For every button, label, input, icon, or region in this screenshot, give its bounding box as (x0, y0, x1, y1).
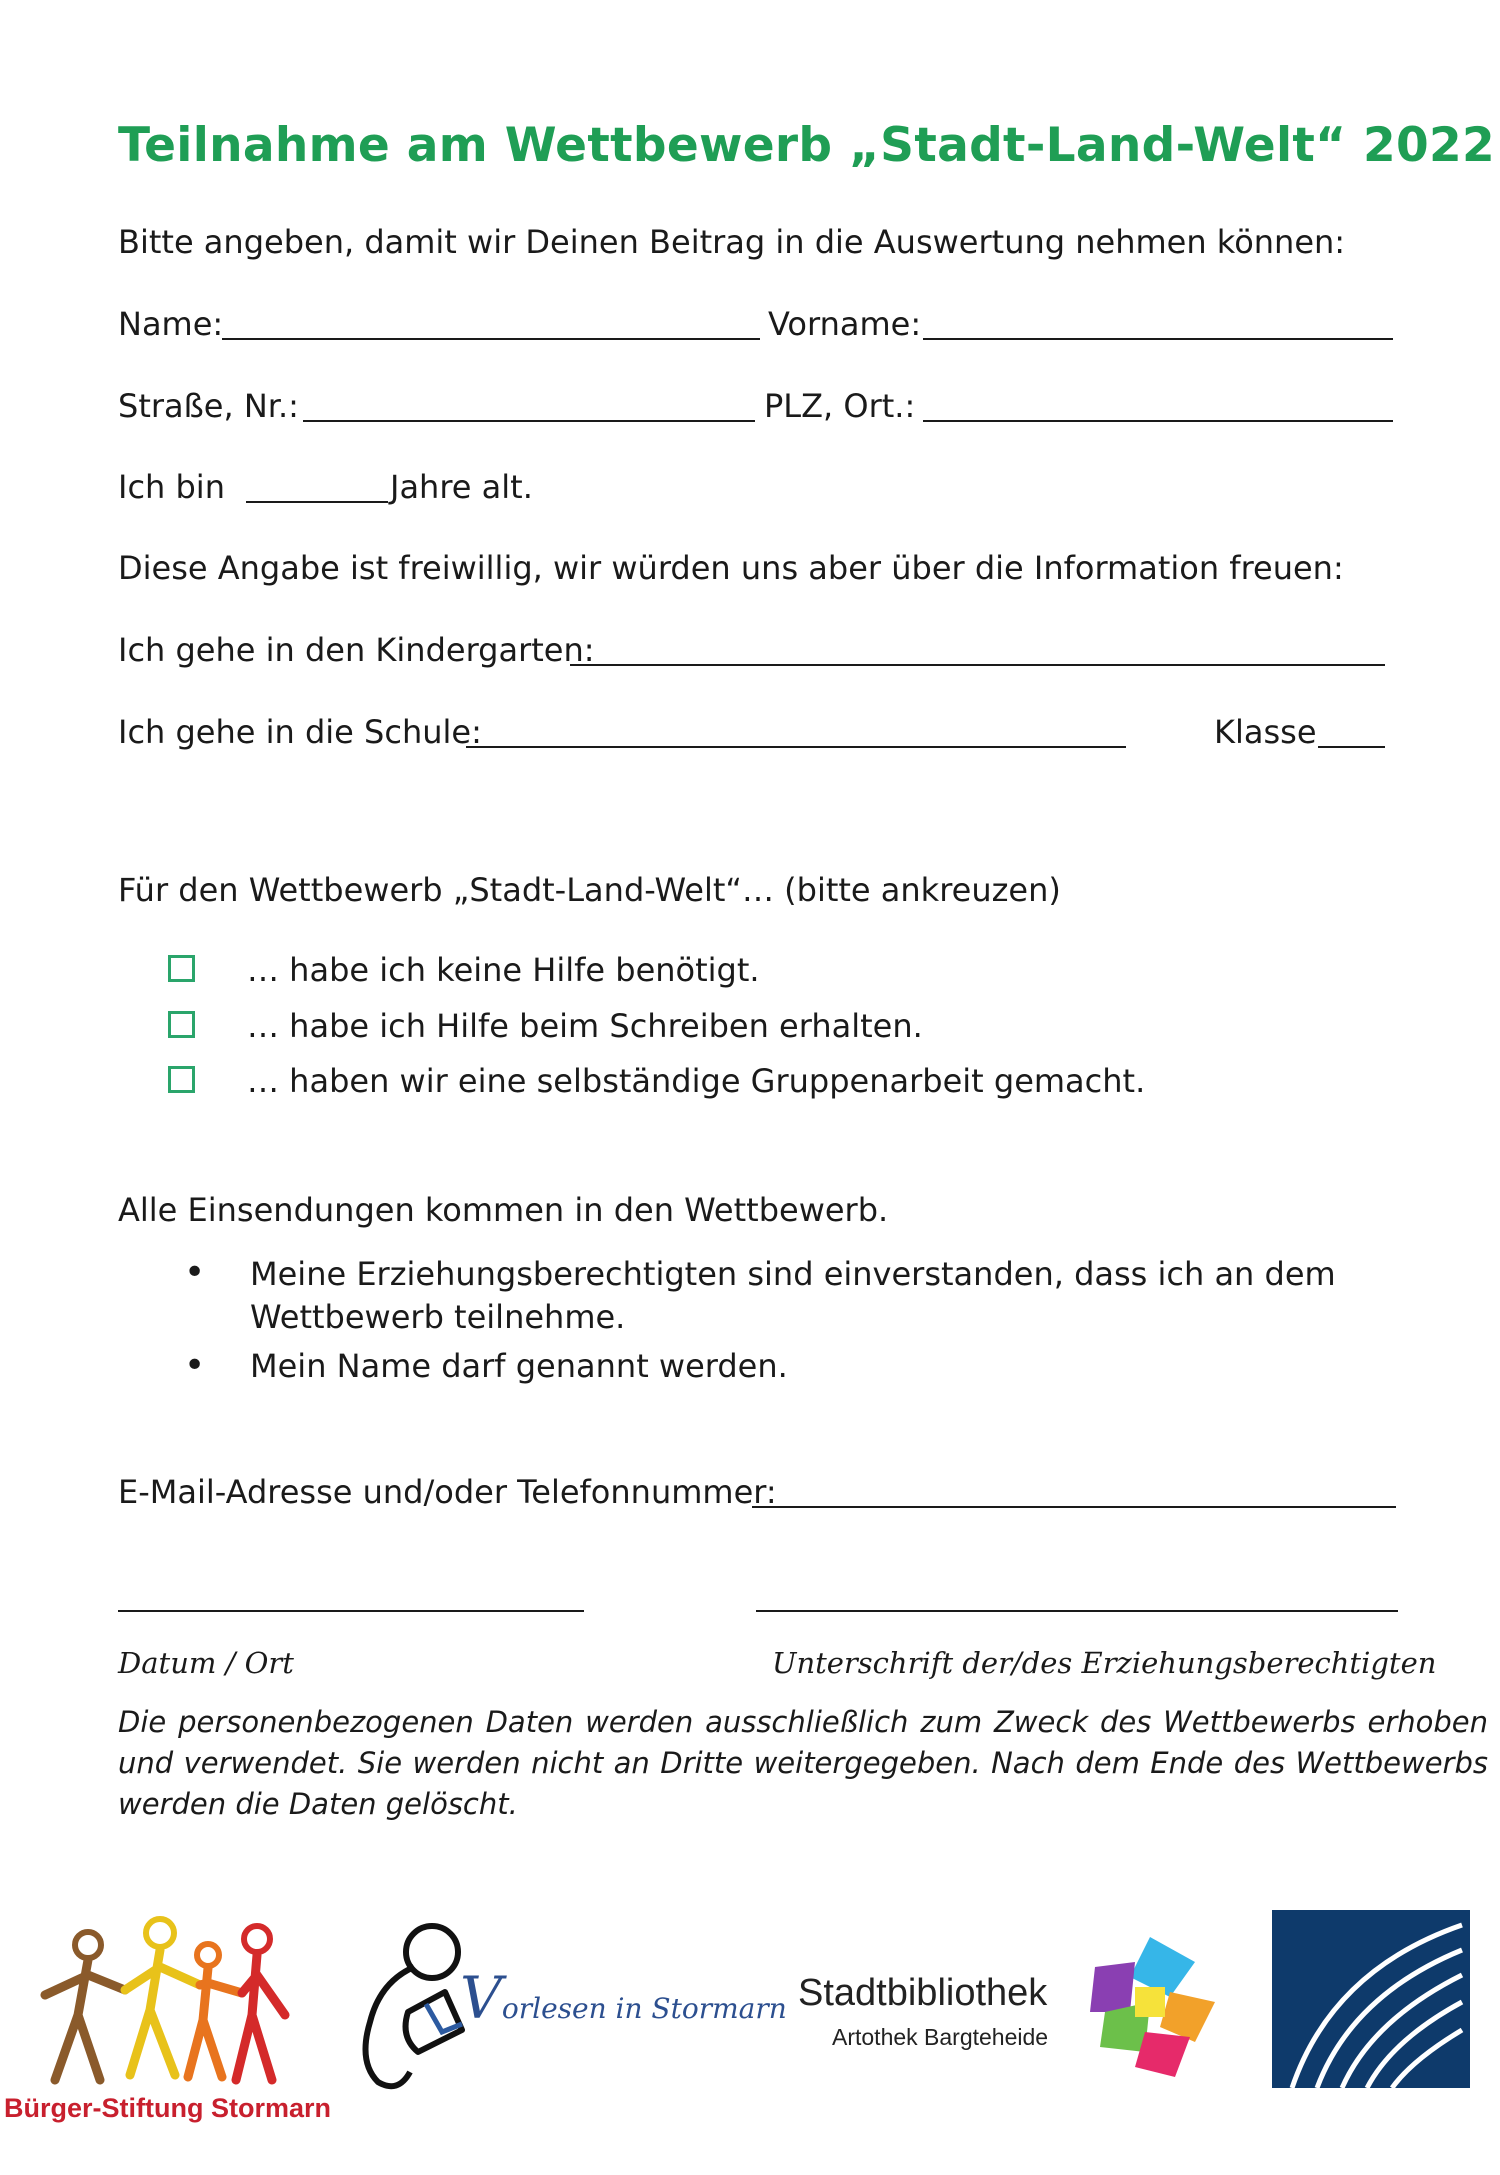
stadtbibliothek-logo (1075, 1932, 1225, 2082)
checkbox-label-writing-help: … habe ich Hilfe beim Schreiben erhalten. (247, 1007, 923, 1045)
kindergarten-field[interactable] (570, 664, 1385, 666)
consent-item-guardians: Meine Erziehungsberechtigten sind einverstanden, dass ich an dem (250, 1255, 1336, 1293)
stadtbibliothek-text: Stadtbibliothek (798, 1972, 1048, 2014)
vorlesen-logo (340, 1912, 787, 2092)
bullet-icon: • (184, 1252, 206, 1293)
contact-label: E-Mail-Adresse und/oder Telefonnummer: (118, 1473, 777, 1511)
page-title: Teilnahme am Wettbewerb „Stadt-Land-Welt“ 2022 (118, 118, 1495, 173)
bullet-icon: • (184, 1345, 206, 1386)
name-field[interactable] (222, 338, 760, 340)
date-place-label: Datum / Ort (118, 1646, 294, 1680)
klasse-label: Klasse (1214, 713, 1317, 751)
schule-label: Ich gehe in die Schule: (118, 713, 482, 751)
name-label: Name: (118, 305, 224, 343)
date-place-field[interactable] (118, 1610, 584, 1612)
consent-intro: Alle Einsendungen kommen in den Wettbewerb. (118, 1191, 889, 1229)
kindergarten-label: Ich gehe in den Kindergarten: (118, 631, 595, 669)
age-prefix: Ich bin (118, 468, 225, 506)
optional-intro: Diese Angabe ist freiwillig, wir würden uns aber über die Information freuen: (118, 549, 1344, 587)
checkbox-intro: Für den Wettbewerb „Stadt-Land-Welt“… (bitte ankreuzen) (118, 871, 1061, 909)
schule-field[interactable] (466, 746, 1126, 748)
strasse-label: Straße, Nr.: (118, 387, 299, 425)
klasse-field[interactable] (1318, 746, 1385, 748)
contact-field[interactable] (752, 1506, 1396, 1508)
vorlesen-initial: V (460, 1964, 502, 2032)
consent-item-guardians-cont: Wettbewerb teilnehme. (250, 1298, 626, 1336)
checkbox-no-help[interactable] (168, 955, 195, 982)
checkbox-group-work[interactable] (168, 1066, 195, 1093)
privacy-notice: Die personenbezogenen Daten werden ausschließlich zum Zweck des Wettbewerbs erhoben und verwendet. Sie werden nicht an Dritte weitergegeben. Nach dem Ende des Wettbewerbs werden die Daten gelöscht. (118, 1705, 1488, 1821)
colorful-squares-icon (1075, 1932, 1225, 2082)
people-figures-icon (0, 1905, 335, 2095)
buerger-stiftung-logo (0, 1905, 335, 2130)
consent-item-name: Mein Name darf genannt werden. (250, 1347, 788, 1385)
strasse-field[interactable] (303, 420, 755, 422)
plz-ort-field[interactable] (923, 420, 1393, 422)
arc-emblem-icon (1272, 1910, 1470, 2088)
plz-label: PLZ, Ort.: (764, 387, 916, 425)
checkbox-label-no-help: … habe ich keine Hilfe benötigt. (247, 951, 760, 989)
artothek-text: Artothek Bargteheide (832, 2024, 1049, 2050)
signature-label: Unterschrift der/des Erziehungsberechtigten (772, 1646, 1437, 1680)
vorname-field[interactable] (923, 338, 1393, 340)
age-field[interactable] (246, 501, 388, 503)
intro-text: Bitte angeben, damit wir Deinen Beitrag in die Auswertung nehmen können: (118, 223, 1346, 261)
buerger-stiftung-text: Bürger-Stiftung Stormarn (4, 2093, 331, 2123)
vorlesen-text: orlesen in Stormarn (501, 1992, 787, 2025)
blue-arcs-logo (1272, 1910, 1470, 2088)
signature-field[interactable] (756, 1610, 1398, 1612)
checkbox-label-group-work: … haben wir eine selbständige Gruppenarbeit gemacht. (247, 1062, 1146, 1100)
vorname-label: Vorname: (768, 305, 922, 343)
checkbox-writing-help[interactable] (168, 1011, 195, 1038)
age-suffix: Jahre alt. (390, 468, 533, 506)
